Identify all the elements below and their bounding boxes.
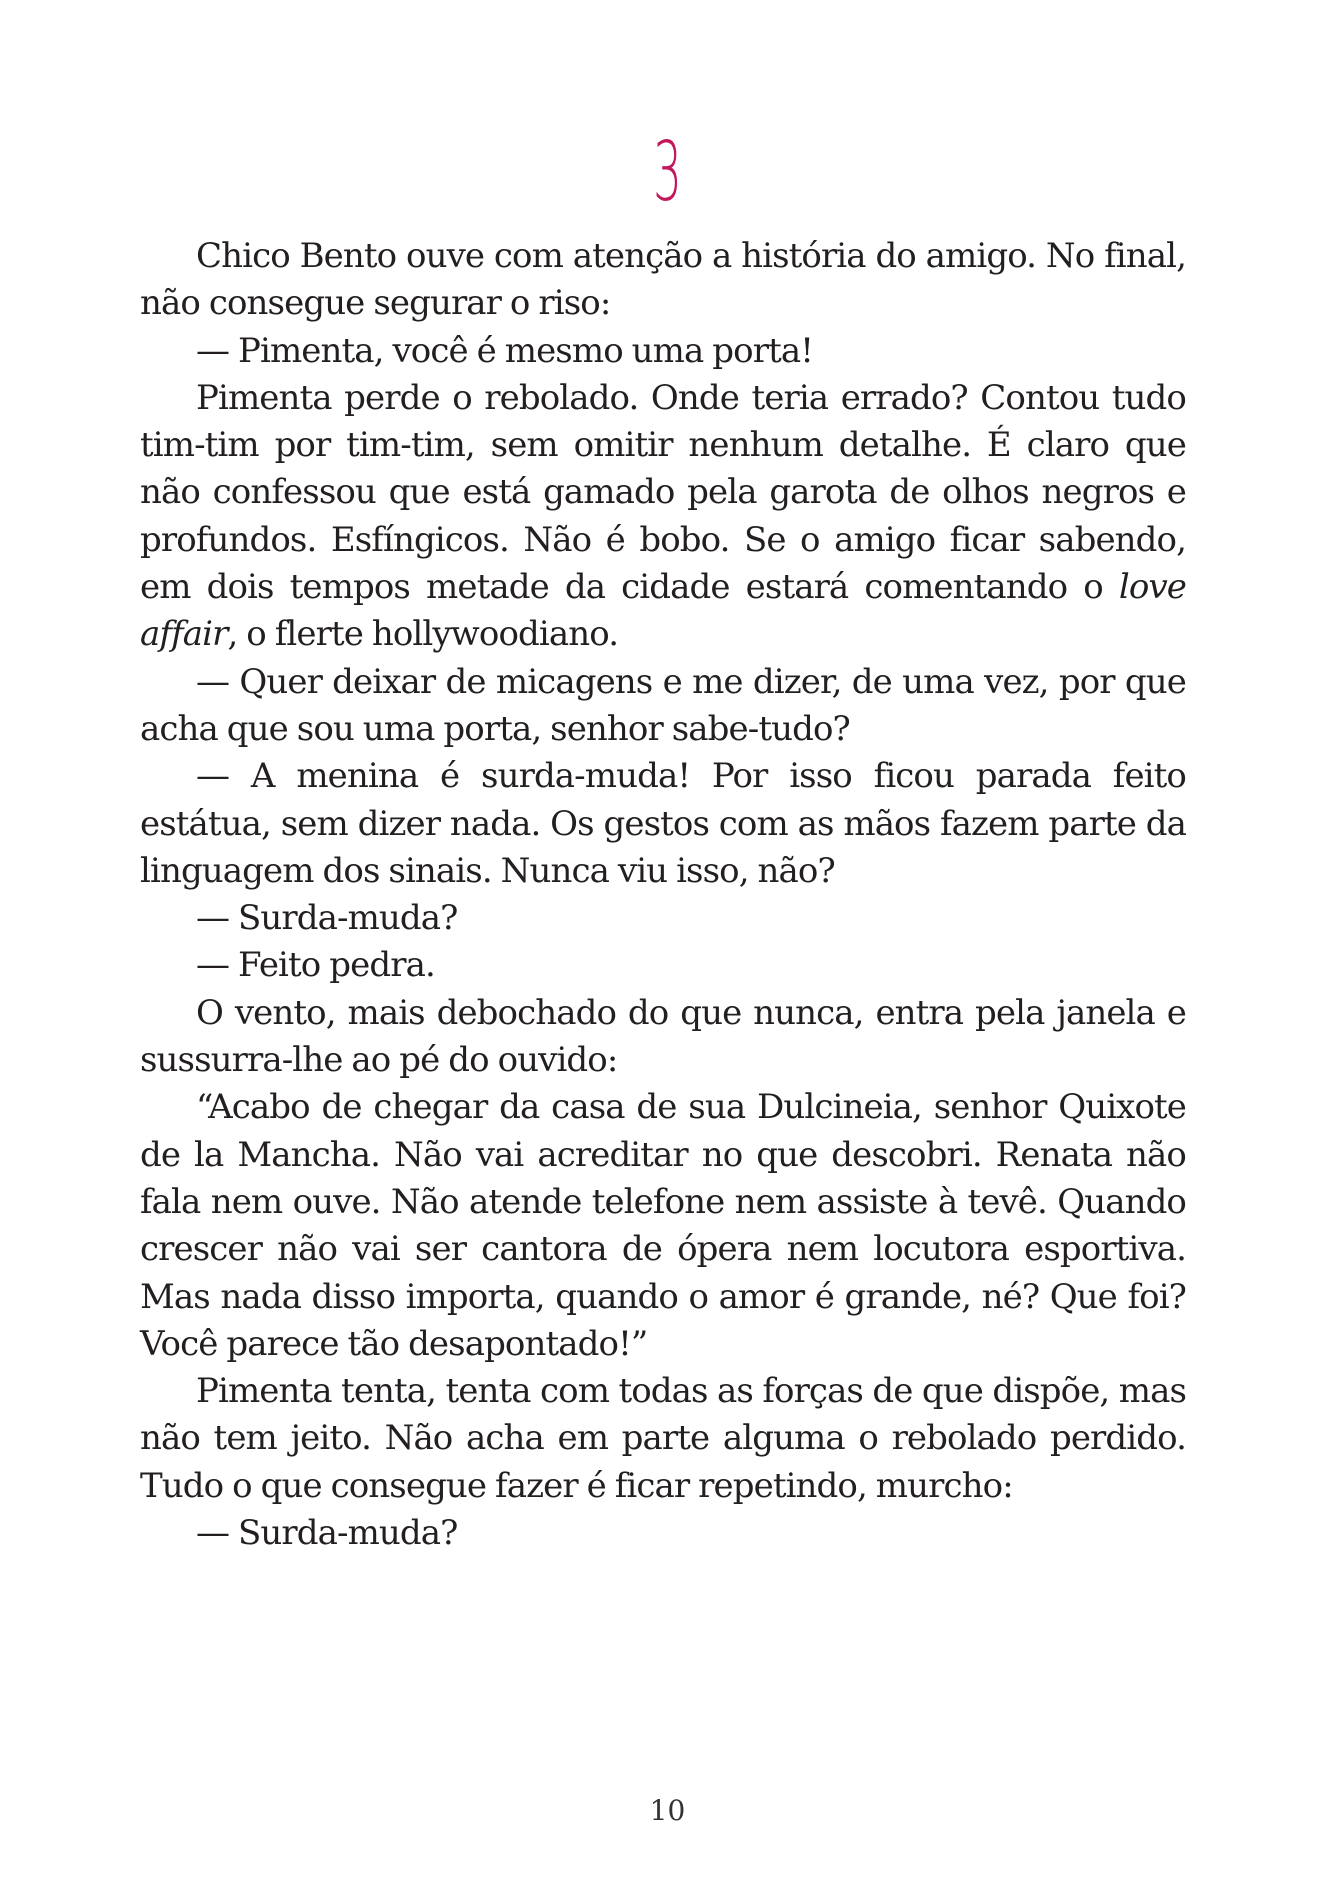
paragraph: O vento, mais debochado do que nunca, entra pela janela e sussurra-lhe ao pé do ouvido: [140, 992, 1186, 1081]
paragraph: Pimenta tenta, tenta com todas as forças de que dispõe, mas não tem jeito. Não acha em parte alguma o rebolado perdido. Tudo o que consegue fazer é ficar repetindo, murcho: [140, 1371, 1186, 1506]
paragraph: — Surda-muda? [196, 1513, 458, 1554]
paragraph [140, 375, 1186, 659]
paragraph: — Surda-muda? [196, 898, 458, 939]
paragraph-text: Pimenta perde o rebolado. Onde teria errado? Contou tudo tim-tim por tim-tim, sem omitir nenhum detalhe. É claro que não confessou que está gamado pela garota de olhos negros e profundos. Esfíngicos. Não é bobo. Se o amigo ficar sabendo, em dois tempos metade da cidade estará comentando o [140, 377, 1186, 608]
paragraph: — Quer deixar de micagens e me dizer, de uma vez, por que acha que sou uma porta, senhor sabe-tudo? [140, 661, 1186, 749]
paragraph: — A menina é surda-muda! Por isso ficou parada feito estátua, sem dizer nada. Os gestos com as mãos fazem parte da linguagem dos sinais. Nunca viu isso, não? [140, 756, 1186, 891]
chapter-number: 3 [653, 125, 682, 220]
paragraph-text: , o flerte hollywoodiano. [227, 614, 619, 655]
paragraph: — Feito pedra. [196, 945, 435, 986]
chapter-body [140, 233, 1186, 1557]
paragraph: “Acabo de chegar da casa de sua Dulcineia, senhor Quixote de la Mancha. Não vai acreditar no que descobri. Renata não fala nem ouve. Não atende telefone nem assiste à tevê. Quando crescer não vai ser cantora de ópera nem locutora esportiva. Mas nada disso importa, quando o amor é grande, né? Que foi? Você parece tão desapontado!” [140, 1087, 1186, 1364]
page-number: 10 [649, 1794, 686, 1827]
paragraph: — Pimenta, você é mesmo uma porta! [196, 330, 813, 371]
paragraph: Chico Bento ouve com atenção a história do amigo. No final, não consegue segurar o riso: [140, 236, 1186, 324]
italic-phrase: love affair [140, 567, 1186, 655]
